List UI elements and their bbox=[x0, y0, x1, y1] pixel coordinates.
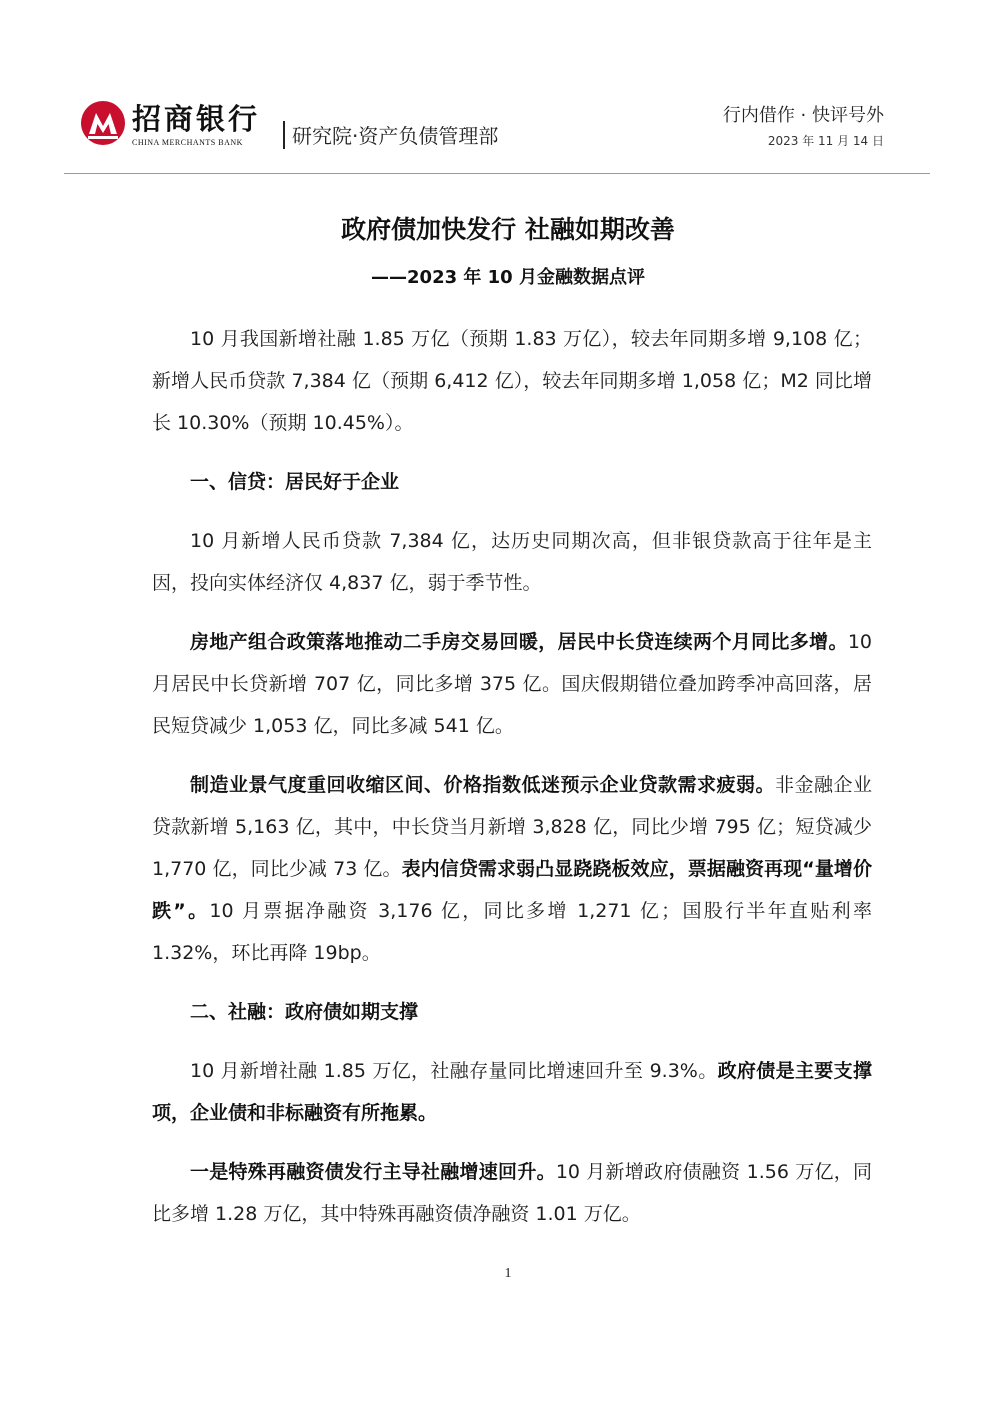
financing-paragraph-1 bbox=[152, 1050, 872, 1134]
report-date: 2023 年 11 月 14 日 bbox=[767, 134, 884, 148]
header-divider bbox=[283, 121, 285, 149]
financing-paragraph-1-emphasis: 政府债是主要支撑项，企业债和非标融资有所拖累。 bbox=[152, 1060, 872, 1124]
financing-paragraph-2 bbox=[152, 1151, 872, 1235]
header-meta bbox=[723, 103, 884, 149]
header-rule bbox=[64, 173, 930, 174]
document-subtitle: ——2023 年 10 月金融数据点评 bbox=[371, 267, 645, 288]
credit-paragraph-3 bbox=[152, 764, 872, 974]
credit-paragraph-3-text-b: 10 月票据净融资 3,176 亿，同比多增 1,271 亿；国股行半年直贴利率 1.32%，环比再降 19bp。 bbox=[152, 900, 872, 964]
brand-name-cn: 招商银行 bbox=[132, 102, 261, 136]
brand-name-en: CHINA MERCHANTS BANK bbox=[132, 138, 243, 147]
section-heading-credit: 一、信贷：居民好于企业 bbox=[190, 471, 400, 493]
credit-paragraph-2-lead: 房地产组合政策落地推动二手房交易回暖，居民中长贷连续两个月同比多增。 bbox=[190, 631, 848, 653]
credit-paragraph-3-text-a: 非金融企业贷款新增 5,163 亿，其中，中长贷当月新增 3,828 亿，同比少增 795 亿；短贷减少 1,770 亿，同比少减 73 亿。 bbox=[152, 774, 872, 880]
credit-paragraph-2-text: 10 月居民中长贷新增 707 亿，同比多增 375 亿。国庆假期错位叠加跨季冲高回落，居民短贷减少 1,053 亿，同比多减 541 亿。 bbox=[152, 631, 872, 737]
report-series: 行内借作 · 快评号外 bbox=[722, 105, 884, 126]
financing-paragraph-2-text: 10 月新增政府债融资 1.56 万亿，同比多增 1.28 万亿，其中特殊再融资债净融资 1.01 万亿。 bbox=[152, 1161, 872, 1225]
financing-paragraph-2-lead: 一是特殊再融资债发行主导社融增速回升。 bbox=[190, 1161, 556, 1183]
intro-paragraph: 10 月我国新增社融 1.85 万亿（预期 1.83 万亿），较去年同期多增 9,108 亿；新增人民币贷款 7,384 亿（预期 6,412 亿），较去年同期多增 1,058 亿；M2 同比增长 10.30%（预期 10.45%）。 bbox=[152, 328, 872, 434]
cmb-logo-icon bbox=[80, 100, 126, 146]
financing-paragraph-1-text: 10 月新增社融 1.85 万亿，社融存量同比增速回升至 9.3%。 bbox=[190, 1060, 718, 1082]
credit-paragraph-1: 10 月新增人民币贷款 7,384 亿，达历史同期次高，但非银贷款高于往年是主因，投向实体经济仅 4,837 亿，弱于季节性。 bbox=[152, 530, 872, 594]
credit-paragraph-3-lead: 制造业景气度重回收缩区间、价格指数低迷预示企业贷款需求疲弱。 bbox=[190, 774, 775, 796]
page-number: 1 bbox=[504, 1266, 512, 1281]
credit-paragraph-2 bbox=[152, 621, 872, 747]
document-body bbox=[152, 318, 872, 1252]
document-title: 政府债加快发行 社融如期改善 bbox=[341, 215, 675, 244]
credit-paragraph-3-emphasis: 表内信贷需求弱凸显跷跷板效应，票据融资再现“量增价跌”。 bbox=[152, 858, 872, 922]
section-heading-financing: 二、社融：政府债如期支撑 bbox=[190, 1001, 419, 1023]
department-name: 研究院·资产负债管理部 bbox=[292, 124, 499, 148]
